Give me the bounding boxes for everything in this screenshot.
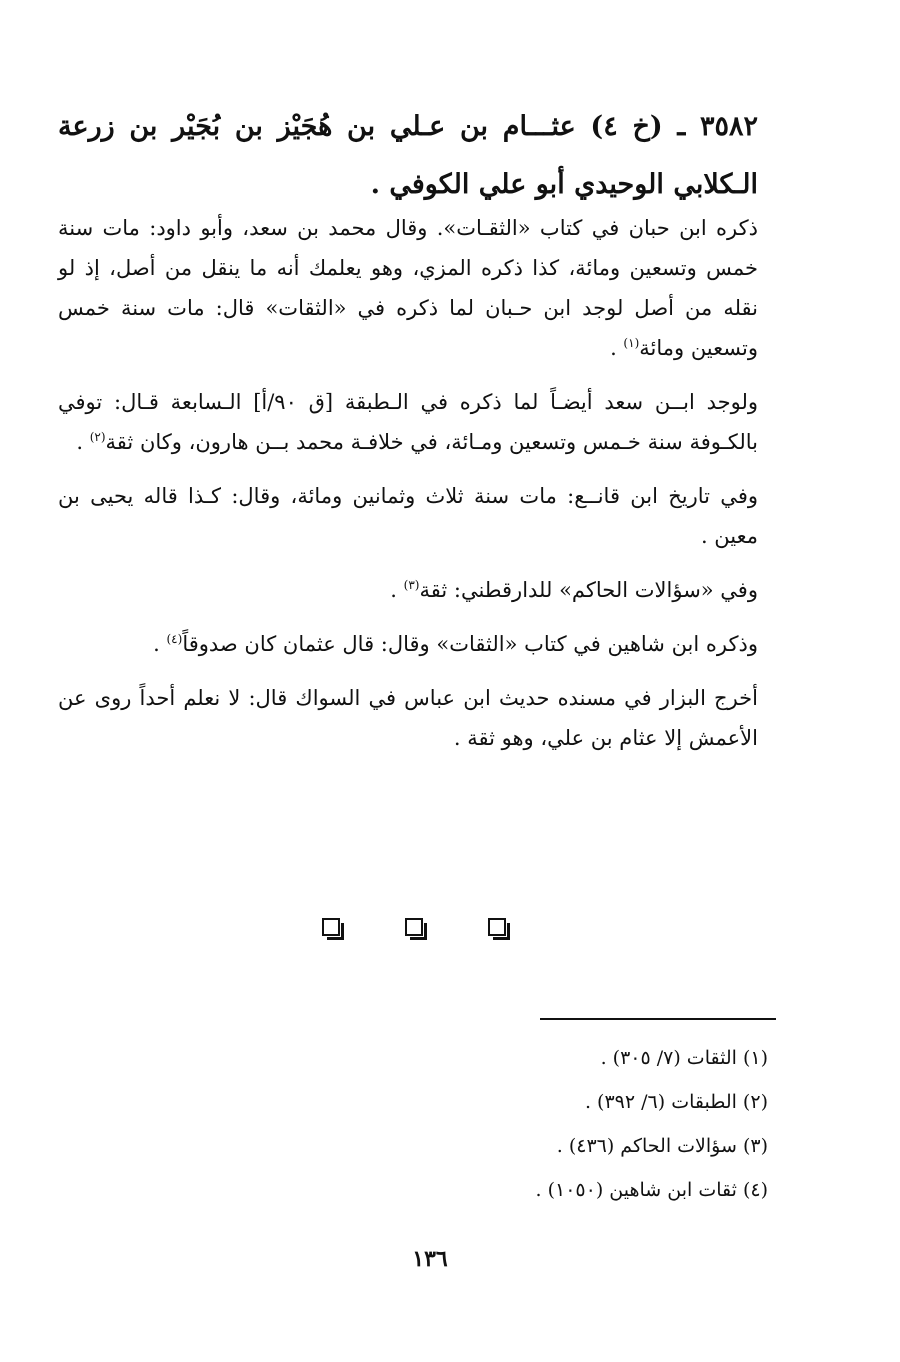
square-ornament-icon bbox=[322, 918, 344, 940]
entry-body bbox=[58, 208, 758, 772]
paragraph-text: وذكره ابن شاهين في كتاب «الثقات» وقال: قال عثمان كان صدوقاً bbox=[182, 632, 758, 656]
square-ornament-icon bbox=[488, 918, 510, 940]
footnote-divider bbox=[540, 1018, 776, 1020]
paragraph bbox=[58, 208, 758, 368]
paragraph-text: أخرج البزار في مسنده حديث ابن عباس في السواك قال: لا نعلم أحداً روى عن الأعمش إلا عثام بن علي، وهو ثقة . bbox=[58, 686, 758, 750]
paragraph bbox=[58, 678, 758, 758]
section-separator bbox=[322, 918, 510, 948]
paragraph bbox=[58, 382, 758, 462]
entry-heading: ٣٥٨٢ ـ (خ ٤) عثـــام بن عـلي بن هُجَيْز بن بُجَيْر بن زرعة الـكلابي الوحيدي أبو علي الكوفي . bbox=[58, 111, 758, 200]
paragraph bbox=[58, 476, 758, 556]
footnote-ref: (٢) bbox=[89, 430, 106, 444]
paragraph bbox=[58, 624, 758, 664]
footnote-ref: (١) bbox=[623, 336, 640, 350]
paragraph-text: وفي تاريخ ابن قانــع: مات سنة ثلاث وثمانين ومائة، وقال: كـذا قاله يحيى بن معين . bbox=[58, 484, 758, 548]
paragraph-end: . bbox=[76, 430, 90, 454]
footnote: (٤) ثقات ابن شاهين (١٠٥٠) . bbox=[535, 1179, 768, 1201]
paragraph bbox=[58, 570, 758, 610]
square-ornament-icon bbox=[405, 918, 427, 940]
paragraph-text: وفي «سؤالات الحاكم» للدارقطني: ثقة bbox=[419, 578, 758, 602]
footnote: (١) الثقات (٧/ ٣٠٥) . bbox=[600, 1047, 768, 1069]
footnote: (٢) الطبقات (٦/ ٣٩٢) . bbox=[584, 1091, 768, 1113]
footnotes bbox=[300, 1036, 768, 1212]
page-number: ١٣٦ bbox=[412, 1246, 448, 1272]
paragraph-end: . bbox=[390, 578, 404, 602]
footnote: (٣) سؤالات الحاكم (٤٣٦) . bbox=[556, 1135, 768, 1157]
footnote-ref: (٤) bbox=[166, 632, 183, 646]
paragraph-end: . bbox=[610, 336, 624, 360]
paragraph-text: ولوجد ابــن سعد أيضـاً لما ذكره في الـطبقة [ق ٩٠/أ] الـسابعة قـال: توفي بالكـوفة سنة خـمس وتسعين ومـائة، في خلافـة محمد بــن هارون، وكان ثقة bbox=[58, 390, 758, 454]
paragraph-text: ذكره ابن حبان في كتاب «الثقـات». وقال محمد بن سعد، وأبو داود: مات سنة خمس وتسعين ومائة، كذا ذكره المزي، وهو يعلمك أنه ما ينقل من أصل، إذ لو نقله من أصل لوجد ابن حـبان لما ذكره في «الثقات» قال: مات سنة خمس وتسعين ومائة bbox=[58, 216, 758, 360]
paragraph-end: . bbox=[153, 632, 167, 656]
footnote-ref: (٣) bbox=[403, 578, 420, 592]
